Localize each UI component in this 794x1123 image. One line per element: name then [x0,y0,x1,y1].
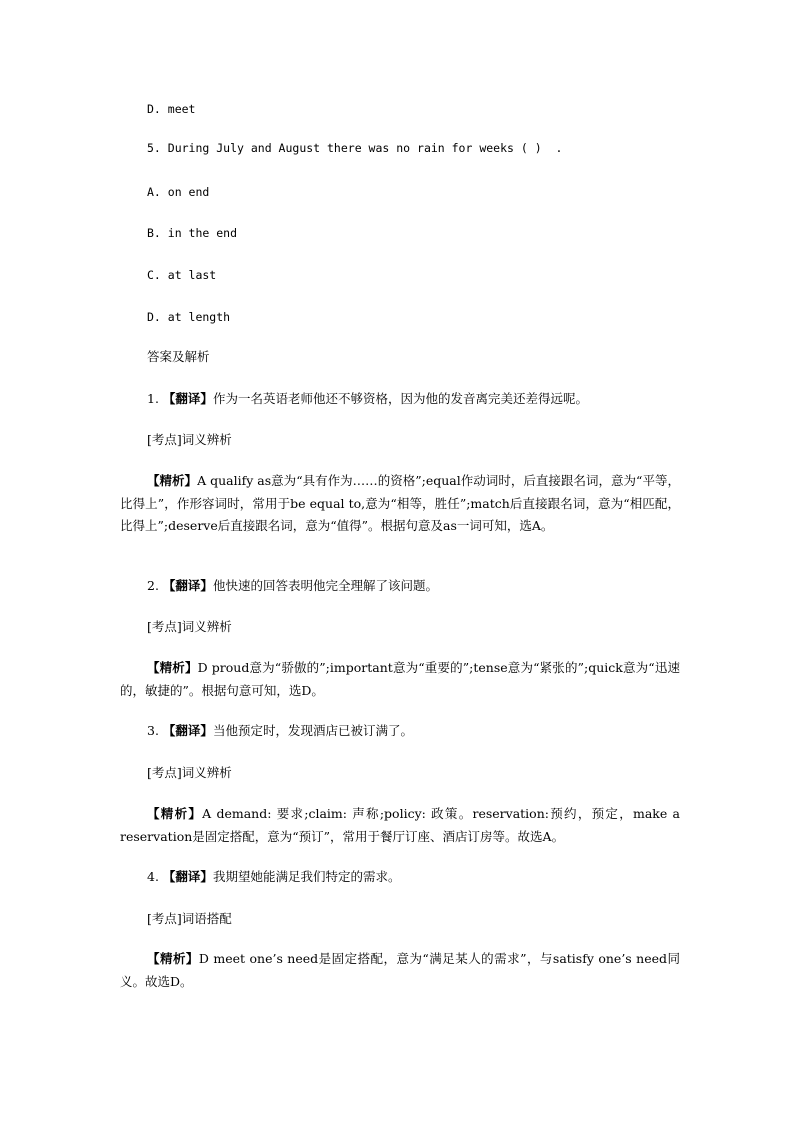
analysis-text: A demand: 要求;claim: 声称;policy: 政策。reservation:预约，预定，make a reservation是固定搭配，意为“预订”，常用于餐厅订座、酒店订房等。故选A。 [120,806,680,844]
question-5: 5. During July and August there was no rain for weeks ( ) . [147,141,563,155]
analysis-tag: 【精析】 [147,951,199,966]
translate-tag: 【翻译】 [162,723,213,738]
option-d-q4: D. meet [147,102,196,116]
option-b-q5: B. in the end [147,226,238,240]
answer-number: 1. [147,391,159,406]
answer-1-analysis [120,470,680,538]
answer-1-point: [考点]词义辨析 [147,432,232,447]
answer-3-point: [考点]词义辨析 [147,765,232,780]
answer-3-translation [147,720,413,741]
answer-2-analysis [120,657,680,702]
answer-number: 2. [147,578,159,593]
translation-text: 他快速的回答表明他完全理解了该问题。 [212,578,438,593]
answer-number: 3. [147,723,159,738]
translation-text: 作为一名英语老师他还不够资格，因为他的发音离完美还差得远呢。 [212,391,588,406]
translate-tag: 【翻译】 [162,391,213,406]
analysis-tag: 【精析】 [147,806,203,821]
answers-heading: 答案及解析 [147,349,210,364]
analysis-text: A qualify as意为“具有作为……的资格”;equal作动词时，后直接跟名词，意为“平等，比得上”，作形容词时，常用于be equal to,意为“相等，胜任”;match后直接跟名词，意为“相匹配，比得上”;deserve后直接跟名词，意为“值得”。根据句意及as一词可知，选A。 [120,473,680,533]
analysis-text: D proud意为“骄傲的”;important意为“重要的”;tense意为“紧张的”;quick意为“迅速的，敏捷的”。根据句意可知，选D。 [120,660,680,698]
answer-1-translation [147,388,588,409]
option-d-q5: D. at length [147,310,231,324]
analysis-text: D meet one’s need是固定搭配，意为“满足某人的需求”，与satisfy one’s need同义。故选D。 [120,951,680,989]
answer-4-analysis [120,948,680,993]
option-c-q5: C. at last [147,268,217,282]
answer-4-point: [考点]词语搭配 [147,911,232,926]
analysis-tag: 【精析】 [147,473,198,488]
answer-number: 4. [147,869,159,884]
answer-2-point: [考点]词义辨析 [147,619,232,634]
analysis-tag: 【精析】 [147,660,198,675]
translation-text: 当他预定时，发现酒店已被订满了。 [212,723,413,738]
translate-tag: 【翻译】 [162,578,213,593]
option-a-q5: A. on end [147,185,210,199]
answer-4-translation [147,866,400,887]
answer-2-translation [147,575,438,596]
translate-tag: 【翻译】 [162,869,213,884]
answer-3-analysis [120,803,680,848]
translation-text: 我期望她能满足我们特定的需求。 [212,869,401,884]
